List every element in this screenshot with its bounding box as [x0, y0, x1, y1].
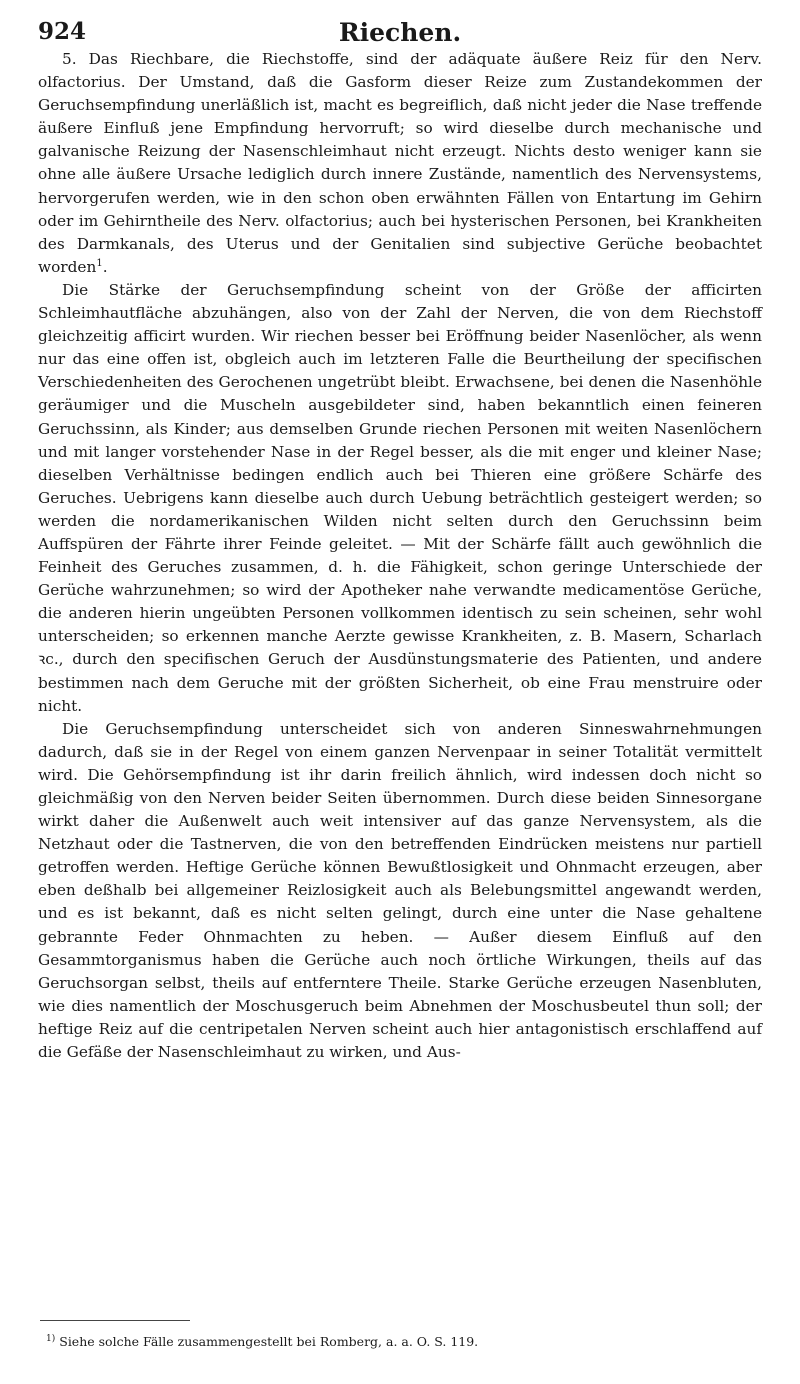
- paragraph-text: 5. Das Riechbare, die Riechstoffe, sind der adäquate äußere Reiz für den Nerv. olfactorius. Der Umstand, daß die Gasform dieser Reize zum Zustandekommen der Geruchsempfindung unerläßlich ist, macht es begreiflich, daß nicht jeder die Nase treffende äußere Einfluß jene Empfindung hervorruft; so wird dieselbe durch mechanische und galvanische Reizung der Nasenschleimhaut nicht erzeugt. Nichts desto weniger kann sie ohne alle äußere Ursache lediglich durch innere Zustände, namentlich des Nervensystems, hervorgerufen werden, wie in den schon oben erwähnten Fällen von Entartung im Gehirn oder im Gehirntheile des Nerv. olfactorius; auch bei hysterischen Personen, bei Krankheiten des Darmkanals, des Uterus und der Genitalien sind subjective Gerüche beobachtet worden: [38, 50, 762, 276]
- page-header: [38, 14, 762, 52]
- running-title: Riechen.: [338, 18, 462, 47]
- paragraph: Die Stärke der Geruchsempfindung scheint von der Größe der afficirten Schleimhautfläche abzuhängen, also von der Zahl der Nerven, die von dem Riechstoff gleichzeitig afficirt wurden. Wir riechen besser bei Eröffnung beider Nasenlöcher, als wenn nur das eine offen ist, obgleich auch im letzteren Falle die Beurtheilung der specifischen Verschiedenheiten des Gerochenen ungetrübt bleibt. Erwachsene, bei denen die Nasenhöhle geräumiger und die Muscheln ausgebildeter sind, haben bekanntlich einen feineren Geruchssinn, als Kinder; aus demselben Grunde riechen Personen mit weiten Nasenlöchern und mit langer vorstehender Nase in der Regel besser, als die mit enger und kleiner Nase; dieselben Verhältnisse bedingen endlich auch bei Thieren eine größere Schärfe des Geruches. Uebrigens kann dieselbe auch durch Uebung beträchtlich gesteigert werden; so werden die nordamerikanischen Wilden nicht selten durch den Geruchssinn beim Auffspüren der Fährte ihrer Feinde geleitet. — Mit der Schärfe fällt auch gewöhnlich die Feinheit des Geruches zusammen, d. h. die Fähigkeit, schon geringe Unterschiede der Gerüche wahrzunehmen; so wird der Apotheker nahe verwandte medicamentöse Gerüche, die anderen hierin ungeübten Personen vollkommen identisch zu sein scheinen, sehr wohl unterscheiden; so erkennen manche Aerzte gewisse Krankheiten, z. B. Masern, Scharlach ꝛc., durch den specifischen Geruch der Ausdünstungsmaterie des Patienten, und andere bestimmen nach dem Geruche mit der größten Sicherheit, ob eine Frau menstruire oder nicht.: [38, 280, 762, 715]
- footnote-text: Siehe solche Fälle zusammengestellt bei Romberg, a. a. O. S. 119.: [59, 1334, 479, 1350]
- footnote-marker: 1): [46, 1334, 56, 1344]
- paragraph: Die Geruchsempfindung unterscheidet sich von anderen Sinneswahrnehmungen dadurch, daß sie in der Regel von einem ganzen Nervenpaar in seiner Totalität vermittelt wird. Die Gehörsempfindung ist ihr darin freilich ähnlich, wird indessen doch nicht so gleichmäßig von den Nerven beider Seiten übernommen. Durch diese beiden Sinnesorgane wirkt daher die Außenwelt auch weit intensiver auf das ganze Nervensystem, als die Netzhaut oder die Tastnerven, die von den betreffenden Eindrücken meistens nur partiell getroffen werden. Heftige Gerüche können Bewußtlosigkeit und Ohnmacht erzeugen, aber eben deßhalb bei allgemeiner Reizlosigkeit auch als Belebungsmittel angewandt werden, und es ist bekannt, daß es nicht selten gelingt, durch eine unter die Nase gehaltene gebrannte Feder Ohnmachten zu heben. — Außer diesem Einfluß auf den Gesammtorganismus haben die Gerüche auch noch örtliche Wirkungen, theils auf das Geruchsorgan selbst, theils auf entferntere Theile. Starke Gerüche erzeugen Nasenbluten, wie dies namentlich der Moschusgeruch beim Abnehmen der Moschusbeutel thun soll; der heftige Reiz auf die centripetalen Nerven scheint auch hier antagonistisch erschlaffend auf die Gefäße der Nasenschleimhaut zu wirken, und Aus-: [38, 719, 762, 1062]
- paragraph: 5. Das Riechbare, die Riechstoffe, sind der adäquate äußere Reiz für den Nerv. olfactorius. Der Umstand, daß die Gasform dieser Reize zum Zustandekommen der Geruchsempfindung unerläßlich ist, macht es begreiflich, daß nicht jeder die Nase treffende äußere Einfluß jene Empfindung hervorruft; so wird dieselbe durch mechanische und galvanische Reizung der Nasenschleimhaut nicht erzeugt. Nichts desto weniger kann sie ohne alle äußere Ursache lediglich durch innere Zustände, namentlich des Nervensystems, hervorgerufen werden, wie in den schon oben erwähnten Fällen von Entartung im Gehirn oder im Gehirntheile des Nerv. olfactorius; auch bei hysterischen Personen, bei Krankheiten des Darmkanals, des Uterus und der Genitalien sind subjective Gerüche beobachtet worden$^1$.: [38, 50, 762, 276]
- footnote-divider: [40, 1320, 190, 1321]
- footnote: [46, 1330, 760, 1351]
- footnote-reference: 1: [96, 257, 103, 269]
- body-text: [38, 48, 762, 1064]
- page-number: 924: [38, 18, 87, 45]
